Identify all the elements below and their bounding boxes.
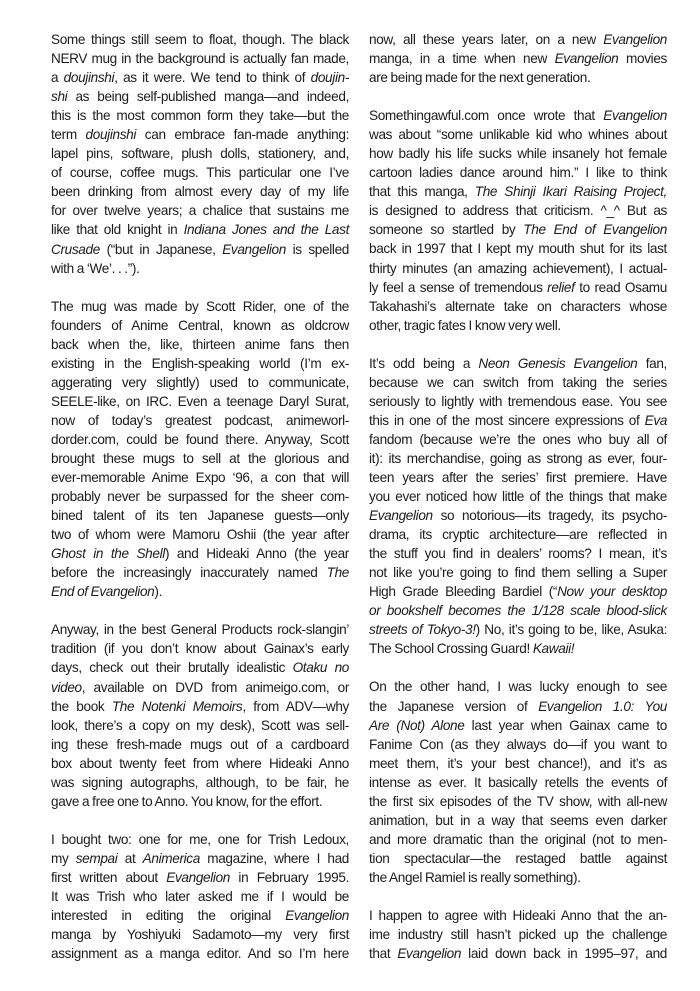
text-run: I bought two: one for me, one for Trish Ledoux, xyxy=(51,831,349,847)
italic-text: The Shinji Ikari Raising Project, xyxy=(474,184,667,200)
text-run: interested in editing the original xyxy=(51,908,286,924)
text-line xyxy=(369,925,667,944)
text-run: the book xyxy=(51,698,112,714)
text-run: first written about xyxy=(51,869,167,885)
text-run: of course, coffee mugs. This particular one I’ve xyxy=(51,165,349,181)
text-line xyxy=(369,392,667,411)
text-run: someone so startled by xyxy=(369,222,524,238)
text-line xyxy=(369,735,667,754)
text-run: Takahashi’s alternate take on characters whose xyxy=(369,298,667,314)
text-line xyxy=(51,678,349,697)
text-run: days, check out their brutally idealistic xyxy=(51,660,293,676)
text-line xyxy=(51,754,349,773)
text-line xyxy=(369,849,667,868)
italic-text: streets of Tokyo-3! xyxy=(369,622,476,638)
text-line xyxy=(369,601,667,620)
text-run: , as it were. We tend to think of xyxy=(114,70,311,86)
text-line xyxy=(369,677,667,696)
paragraph xyxy=(51,30,349,278)
paragraph xyxy=(369,106,667,335)
text-line xyxy=(51,144,349,163)
italic-text: shi xyxy=(51,89,68,105)
text-run: It was Trish who later asked me if I would be xyxy=(51,888,349,904)
text-run: back when the, like, thirteen anime fans then xyxy=(51,336,349,352)
italic-text: relief xyxy=(547,279,575,295)
italic-text: Evangelion xyxy=(222,241,286,257)
text-line xyxy=(369,30,667,49)
text-line xyxy=(51,220,349,239)
paragraph xyxy=(369,30,667,87)
text-run: so notorious—its tragedy, its psycho- xyxy=(432,508,667,524)
italic-text: End of Evangelion xyxy=(51,584,155,600)
text-line xyxy=(51,925,349,944)
text-run: NERV mug in the background is actually fan made, xyxy=(51,51,349,67)
text-line xyxy=(369,773,667,792)
text-run: fan, xyxy=(637,355,667,371)
text-line xyxy=(51,316,349,335)
text-line xyxy=(369,354,667,373)
text-line xyxy=(51,849,349,868)
text-run: the first six episodes of the TV show, with all-new xyxy=(369,793,667,809)
italic-text: Animerica xyxy=(142,850,200,866)
text-run: and more dramatic than the original (not to men- xyxy=(369,831,667,847)
italic-text: The xyxy=(326,565,349,581)
italic-text: Evangelion xyxy=(285,908,349,924)
italic-text: doujinshi xyxy=(63,70,115,86)
text-run: two of whom were Mamoru Oshii (the year after xyxy=(51,527,349,543)
text-run: ) and Hideaki Anno (the year xyxy=(164,546,349,562)
text-run: On the other hand, I was lucky enough to see xyxy=(369,679,667,695)
italic-text: The End of Evangelion xyxy=(523,222,667,238)
text-run: ing these fresh-made mugs out of a cardboard xyxy=(51,736,349,752)
text-run: Fanime Con (as they always do—if you want to xyxy=(369,736,667,752)
text-run: with a ‘We’. . .”). xyxy=(51,260,140,276)
text-run: meet them, it’s your best chance!), and it’s as xyxy=(369,755,667,771)
text-line xyxy=(369,125,667,144)
text-line xyxy=(51,868,349,887)
text-line xyxy=(51,906,349,925)
text-line xyxy=(369,106,667,125)
text-line xyxy=(51,354,349,373)
text-run: movies xyxy=(618,51,667,67)
text-run: manga by Yoshiyuki Sadamoto—my very first xyxy=(51,927,349,943)
text-line xyxy=(369,792,667,811)
text-line xyxy=(369,411,667,430)
text-run: at xyxy=(117,850,143,866)
text-run: , from ADV—why xyxy=(242,698,349,714)
text-line xyxy=(51,68,349,87)
text-line xyxy=(369,544,667,563)
italic-text: Crusade xyxy=(51,241,100,257)
text-run: laid down back in 1995–97, and xyxy=(461,946,667,962)
text-run: lapel pins, software, plush dolls, stationery, and, xyxy=(51,146,349,162)
text-line xyxy=(51,201,349,220)
text-line xyxy=(369,373,667,392)
text-line xyxy=(369,163,667,182)
text-run: , available on DVD from animeigo.com, or xyxy=(81,679,349,695)
text-run: is spelled xyxy=(285,241,349,257)
text-line xyxy=(369,182,667,201)
text-line xyxy=(369,68,667,87)
text-line xyxy=(369,697,667,716)
text-run: teen years after the series’ first premiere. Have xyxy=(369,469,667,485)
text-line xyxy=(51,944,349,963)
text-run: thirty minutes (an amazing achievement), I actual- xyxy=(369,260,667,276)
text-run: last year when Gainax came to xyxy=(464,717,667,733)
italic-text: Evangelion xyxy=(603,32,667,47)
text-line xyxy=(51,773,349,792)
text-run: High Grade Bleeding Bardiel (“ xyxy=(369,584,558,600)
text-line xyxy=(51,716,349,735)
left-column xyxy=(51,30,349,963)
text-line xyxy=(51,830,349,849)
text-run: gave a free one to Anno. You know, for the effort. xyxy=(51,793,323,809)
text-run: look, there’s a copy on my desk), Scott was sell- xyxy=(51,717,349,733)
text-run: existing in the English-speaking world (I’m ex- xyxy=(51,355,349,371)
italic-text: Evangelion xyxy=(554,51,619,67)
text-line xyxy=(369,906,667,925)
text-run: like that old knight in xyxy=(51,222,184,238)
italic-text: Evangelion 1.0: You xyxy=(538,698,667,714)
italic-text: doujin- xyxy=(310,70,349,86)
paragraph xyxy=(51,620,349,810)
text-run: tradition (if you don’t know about Gainax’s early xyxy=(51,641,349,657)
text-line xyxy=(369,525,667,544)
italic-text: Ghost in the Shell xyxy=(51,546,165,562)
text-line xyxy=(369,297,667,316)
text-run: term xyxy=(51,127,86,143)
text-run: not like you’re going to find them selling a Super xyxy=(369,565,667,581)
text-line xyxy=(51,30,349,49)
text-line xyxy=(369,830,667,849)
text-run: ime industry still hasn’t picked up the challenge xyxy=(369,927,667,943)
text-run: Anyway, in the best General Products rock-slangin’ xyxy=(51,622,349,638)
text-run: ) No, it’s going to be, like, Asuka: xyxy=(475,622,667,638)
text-line xyxy=(51,468,349,487)
italic-text: The Notenki Memoirs xyxy=(111,698,243,714)
paragraph xyxy=(369,906,667,963)
italic-text: Evangelion xyxy=(397,946,462,962)
text-line xyxy=(51,620,349,639)
text-run: other, tragic fates I know very well. xyxy=(369,317,561,333)
text-run: The School Crossing Guard! xyxy=(369,641,533,657)
text-run: ever-memorable Anime Expo ‘96, a con that will xyxy=(51,470,349,486)
italic-text: Are (Not) Alone xyxy=(369,717,465,733)
text-run: been drinking from almost every day of my life xyxy=(51,184,349,200)
text-line xyxy=(369,811,667,830)
text-line xyxy=(369,144,667,163)
text-line xyxy=(51,392,349,411)
text-run: animation, but in a way that seems even darker xyxy=(369,812,667,828)
italic-text: Otaku no xyxy=(292,660,349,676)
text-line xyxy=(51,49,349,68)
text-line xyxy=(51,125,349,144)
text-line xyxy=(51,259,349,278)
text-run: bined talent of its ten Japanese guests—only xyxy=(51,508,349,524)
text-run: ly feel a sense of tremendous xyxy=(369,279,548,295)
text-line xyxy=(51,240,349,259)
text-line xyxy=(51,487,349,506)
text-line xyxy=(51,792,349,811)
text-run: this in one of the most sincere expressions of xyxy=(369,412,645,428)
text-run: seriously to lightly with tremendous ease. You see xyxy=(369,393,667,409)
text-run: how badly his life sucks while insanely hot female xyxy=(369,146,667,162)
text-line xyxy=(369,259,667,278)
text-run: this is the most common form they take—but the xyxy=(51,108,349,124)
text-run: box about twenty feet from where Hideaki Anno xyxy=(51,755,349,771)
text-line xyxy=(51,582,349,601)
text-line xyxy=(369,487,667,506)
text-line xyxy=(51,658,349,677)
paragraph xyxy=(369,677,667,887)
text-run: it): its merchandise, going as strong as ever, four- xyxy=(369,450,667,466)
text-line xyxy=(51,373,349,392)
text-line xyxy=(369,754,667,773)
italic-text: Neon Genesis Evangelion xyxy=(478,355,638,371)
text-run: as being self-published manga—and indeed, xyxy=(67,89,349,105)
text-run: are being made for the next generation. xyxy=(369,70,591,86)
text-line xyxy=(369,639,667,658)
text-run: manga, in a time when new xyxy=(369,51,555,67)
italic-text: Evangelion xyxy=(369,508,433,524)
italic-text: or bookshelf becomes the 1/128 scale blood-slick xyxy=(369,603,667,619)
italic-text: doujinshi xyxy=(85,127,137,143)
text-line xyxy=(369,430,667,449)
text-run: dorder.com, could be found there. Anyway, Scott xyxy=(51,431,349,447)
italic-text: Indiana Jones and the Last xyxy=(183,222,349,238)
text-run: founders of Anime Central, known as oldcrow xyxy=(51,317,349,333)
italic-text: sempai xyxy=(75,850,118,866)
text-line xyxy=(369,220,667,239)
text-line xyxy=(369,620,667,639)
text-run: assignment as a manga editor. And so I’m here xyxy=(51,946,349,962)
text-run: magazine, where I had xyxy=(199,850,350,866)
text-line xyxy=(369,278,667,297)
italic-text: video xyxy=(51,679,82,695)
text-run: that xyxy=(369,946,398,962)
text-run: before the increasingly inaccurately named xyxy=(51,565,327,581)
text-run: ). xyxy=(154,584,163,600)
text-line xyxy=(51,163,349,182)
text-run: you ever noticed how little of the things that make xyxy=(369,489,667,505)
paragraph xyxy=(51,297,349,602)
text-run: probably never be surpassed for the sheer com- xyxy=(51,489,349,505)
text-line xyxy=(51,735,349,754)
text-line xyxy=(51,525,349,544)
text-run: now of today’s greatest podcast, animeworl- xyxy=(51,412,349,428)
paragraph xyxy=(369,354,667,659)
text-line xyxy=(369,506,667,525)
text-run: now, all these years later, on a new xyxy=(369,32,604,47)
text-run: cartoon ladies dance around him.” I like to think xyxy=(369,165,667,181)
text-line xyxy=(369,49,667,68)
text-line xyxy=(369,868,667,887)
text-run: aggerating very slightly) used to communicate, xyxy=(51,374,349,390)
text-line xyxy=(369,316,667,335)
text-run: brought these mugs to sell at the glorious and xyxy=(51,450,349,466)
text-line xyxy=(51,411,349,430)
italic-text: Now your desktop xyxy=(557,584,667,600)
text-run: The mug was made by Scott Rider, one of the xyxy=(51,298,349,314)
text-line xyxy=(51,182,349,201)
italic-text: Eva xyxy=(644,412,667,428)
italic-text: Kawaii! xyxy=(532,641,575,657)
text-run: the Japanese version of xyxy=(369,698,539,714)
text-run: Somethingawful.com once wrote that xyxy=(369,108,604,124)
text-run: I happen to agree with Hideaki Anno that the an- xyxy=(369,907,667,923)
text-run: in February 1995. xyxy=(230,869,349,885)
text-run: intense as ever. It basically retells the events of xyxy=(369,774,667,790)
text-line xyxy=(51,335,349,354)
text-run: because we can switch from taking the series xyxy=(369,374,667,390)
text-line xyxy=(369,582,667,601)
text-run: is designed to address that criticism. ^_^ But as xyxy=(369,203,667,219)
paragraph xyxy=(51,830,349,963)
text-run: the stuff you find in dealers’ rooms? I mean, it’s xyxy=(369,546,667,562)
text-line xyxy=(51,87,349,106)
text-run: drama, its cryptic architecture—are reflected in xyxy=(369,527,667,543)
text-run: the Angel Ramiel is really something). xyxy=(369,869,581,885)
text-line xyxy=(51,297,349,316)
text-line xyxy=(369,944,667,963)
text-run: fandom (because we’re the ones who buy all of xyxy=(369,431,667,447)
text-run: a xyxy=(51,70,64,86)
text-run: Some things still seem to float, though. The black xyxy=(51,32,349,47)
text-line xyxy=(369,563,667,582)
text-run: tion spectacular—the restaged battle against xyxy=(369,850,667,866)
text-run: was signing autographs, although, to be fair, he xyxy=(51,774,349,790)
text-line xyxy=(369,239,667,258)
text-run: was about “some unlikable kid who whines about xyxy=(369,127,667,143)
text-run: back in 1997 that I kept my mouth shut for its last xyxy=(369,241,667,257)
text-line xyxy=(369,449,667,468)
text-line xyxy=(369,716,667,735)
text-run: It’s odd being a xyxy=(369,355,479,371)
text-run: (“but in Japanese, xyxy=(99,241,223,257)
text-line xyxy=(51,887,349,906)
text-run: to read Osamu xyxy=(574,279,667,295)
text-run: my xyxy=(51,850,76,866)
right-column xyxy=(369,30,667,963)
text-line xyxy=(51,544,349,563)
text-run: that this manga, xyxy=(369,184,475,200)
text-run: can embrace fan-made anything: xyxy=(136,127,350,143)
italic-text: Evangelion xyxy=(603,108,667,124)
text-line xyxy=(51,563,349,582)
text-line xyxy=(369,468,667,487)
text-run: SEELE-like, on IRC. Even a teenage Daryl Surat, xyxy=(51,393,349,409)
text-line xyxy=(51,697,349,716)
text-line xyxy=(51,639,349,658)
text-line xyxy=(51,430,349,449)
text-line xyxy=(51,449,349,468)
italic-text: Evangelion xyxy=(166,869,231,885)
text-line xyxy=(369,201,667,220)
text-line xyxy=(51,506,349,525)
text-run: for over twelve years; a chalice that sustains me xyxy=(51,203,349,219)
text-line xyxy=(51,106,349,125)
